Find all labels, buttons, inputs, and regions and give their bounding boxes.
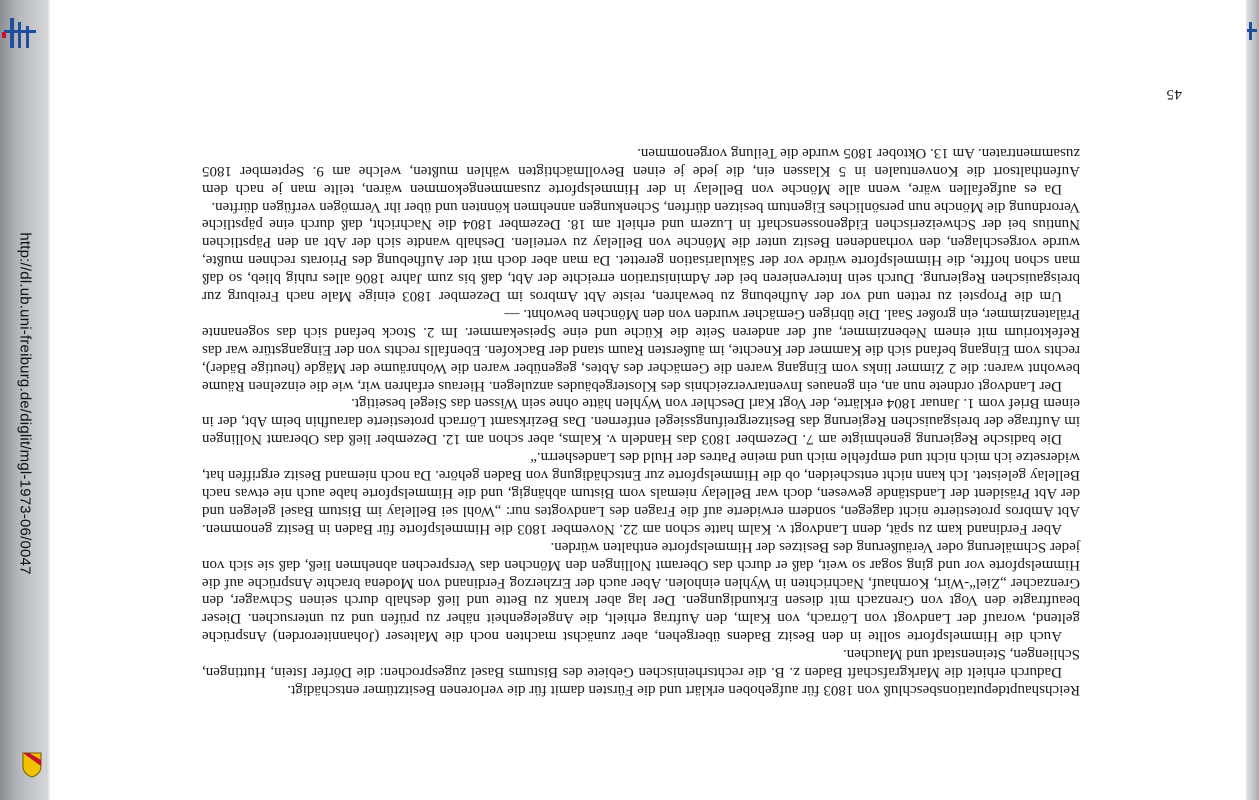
page-shadow-left [46,0,50,800]
paragraph: Da es aufgefallen wäre, wenn alle Mönche von Bellelay in der Himmelspforte zusammengekommen wären, teilte man je nach dem Aufenthaltsort die Konventualen in 5 Klassen ein, die jede je einen Bevollmächtigten wählen mußten, welche am 9. September 1805 zusammentraten. Am 13. Oktober 1805 wurde die Teilung vorgenommen. [202,144,1080,197]
viewer-right-edge [1246,0,1259,800]
paragraph: Auch die Himmelspforte sollte in den Besitz Badens übergehen, aber zunächst machten noch die Malteser (Johanniterorden) Ansprüche geltend, worauf der Landvogt von Lörrach, von Kalm, den Auftrag erhielt, die Angelegenheit näher zu prüfen und zu untersuchen. Dieser beauftragte den Vogt von Grenzach mit diesen Erkundigungen. Der lag aber krank zu Bette und ließ deshalb durch seinen Schwager, den Grenzacher „Ziel“-Wirt, Kornhauf, Nachrichten in Wyhlen einholen. Aber auch der Erzherzog Ferdinand von Modena brachte Ansprüche auf die Himmelspforte vor und ging sogar so weit, daß er durch das Oberamt Nollingen den Mönchen das Versprechen abnehmen ließ, daß sie sich von jeder Schmälerung oder Veräußerung des Besitzes der Himmelspforte enthalten würden. [202,538,1080,645]
society-crest-icon [22,752,42,778]
document-page [200,38,1182,738]
paragraph: Um die Propstei zu retten und vor der Aufhebung zu bewahren, reiste Abt Ambros im Dezember 1803 einige Male nach Freiburg zur breisgauischen Regierung. Durch sein Intervenieren bei der Administration erreichte der Abt, daß bis zum Jahre 1806 alles ruhig blieb, so daß man schon hoffte, die Himmelspforte würde vor der Säkularisation gerettet. Da man aber doch mit der Aufhebung des Priorats rechnen mußte, wurde vorgeschlagen, den vorhandenen Besitz unter die Mönche von Bellelay zu verteilen. Deshalb wandte sich der Abt an den Päpstlichen Nuntius bei der Schweizerischen Eidgenossenschaft in Luzern und erhielt am 18. Dezember 1804 die Nachricht, daß durch eine päpstliche Verordnung die Mönche nun persönliches Eigentum besitzen dürften, Schenkungen annehmen könnten und über ihr Vermögen verfügen dürften. [202,198,1080,305]
paragraph: Die badische Regierung genehmigte am 7. Dezember 1803 das Handeln v. Kalms, aber schon am 12. Dezember ließ das Oberamt Nollingen im Auftrage der breisgauischen Regierung das Besitzergreifungssiegel entfernen. Das Bezirksamt Lörrach protestierte daraufhin beim Abt, der in einem Brief vom 1. Januar 1804 erklärte, der Vogt Karl Deschler von Wyhlen hätte ohne sein Wissen das Siegel beseitigt. [202,395,1080,448]
right-edge-marker-icon [1247,22,1257,40]
paragraph: Dadurch erhielt die Markgrafschaft Baden z. B. die rechtsrheinischen Gebiete des Bistums Basel zugesprochen: die Dörfer Istein, Huttingen, Schliengen, Steinenstadt und Mauchen. [202,646,1080,681]
page-body-text [202,143,1080,698]
page-number: 45 [1166,86,1182,102]
paragraph: Der Landvogt ordnete nun an, ein genaues Inventarverzeichnis des Klostergebäudes anzulegen. Hieraus erfahren wir, wie die einzelnen Räume bewohnt waren: die 2 Zimmer links vom Eingang waren die Gemächer des Abtes, gegenüber waren die Wohnräume der Mägde (heutige Bäder), rechts vom Eingang befand sich die Kammer der Knechte, im äußersten Raum stand der Backofen. Ebenfalls rechts von der Eingangstüre war das Refektorium mit einem Nebenzimmer, auf der anderen Seite die Küche und eine Speisekammer. Im 2. Stock befand sich das sogenannte Prälatenzimmer, ein großer Saal. Die übrigen Gemächer wurden von den Mönchen bewohnt. — [202,305,1080,394]
paragraph: Reichshauptdeputationsbeschluß von 1803 für aufgehoben erklärt und die Fürsten damit für die verlorenen Besitztümer entschädigt. [287,682,1080,698]
paragraph: Aber Ferdinand kam zu spät, denn Landvogt v. Kalm hatte schon am 22. November 1803 die Himmelspforte für Baden in Besitz genommen. Abt Ambros protestierte nicht dagegen, sondern erwiderte auf die Fragen des Landvogtes nur: „Wohl sei Bellelay im Bistum Basel gelegen und der Abt Präsident der Landstände gewesen, doch war Bellelay niemals vom Bistum abhängig, und die Himmelspforte habe auch nie etwas nach Bellelay geleistet. Ich kann nicht entscheiden, ob die Himmelspforte zur Entschädigung von Baden gehöre. Da noch niemand Besitz ergriffen hat, widersetze ich mich nicht und empfehle mich und meine Patres der Huld des Landesherrn.“ [202,449,1080,537]
library-logo-icon[interactable] [0,12,40,52]
society-footer [0,752,46,800]
document-url[interactable]: http://dl.ub.uni-freiburg.de/diglit/mgl-1973-06/0047 [16,232,34,575]
